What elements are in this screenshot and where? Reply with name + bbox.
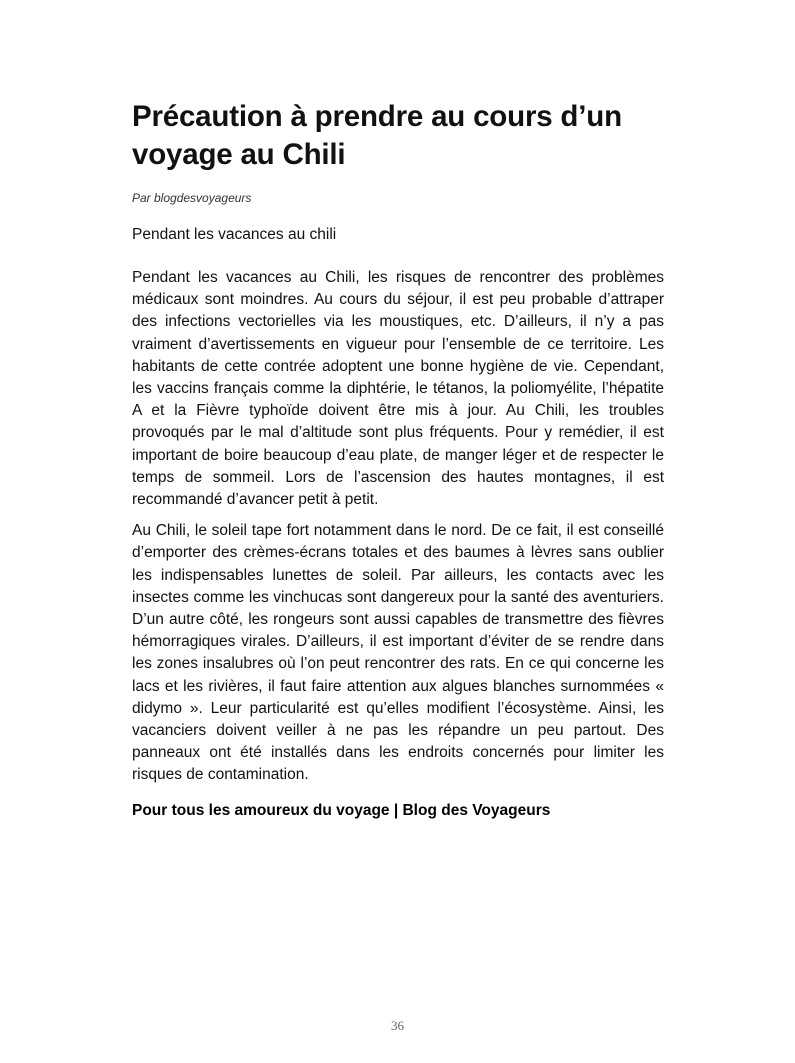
blog-link[interactable]: Pour tous les amoureux du voyage | Blog des Voyageurs	[132, 801, 551, 819]
article	[132, 98, 664, 821]
article-paragraph: Au Chili, le soleil tape fort notamment dans le nord. De ce fait, il est conseillé d’emporter des crèmes-écrans totales et des baumes à lèvres sans oublier les indispensables lunettes de soleil. Par ailleurs, les contacts avec les insectes comme les vinchucas sont dangereux pour la santé des aventuriers. D’un autre côté, les rongeurs sont aussi capables de transmettre des fièvres hémorragiques virales. D’ailleurs, il est important d’éviter de se rendre dans les zones insalubres où l’on peut rencontrer des rats. En ce qui concerne les lacs et les rivières, il faut faire attention aux algues blanches surnommées « didymo ». Leur particularité est qu’elles modifient l’écosystème. Ainsi, les vacanciers doivent veiller à ne pas les répandre un peu partout. Des panneaux ont été installés dans les endroits concernés pour limiter les risques de contamination.	[132, 522, 664, 784]
article-title: Précaution à prendre au cours d’un voyage au Chili	[132, 100, 622, 171]
article-byline: Par blogdesvoyageurs	[132, 191, 252, 205]
article-paragraph: Pendant les vacances au Chili, les risques de rencontrer des problèmes médicaux sont moindres. Au cours du séjour, il est peu probable d’attraper des infections vectorielles via les moustiques, etc. D’ailleurs, il n’y a pas vraiment d’avertissements en vigueur pour l’ensemble de ce territoire. Les habitants de cette contrée adoptent une bonne hygiène de vie. Cependant, les vaccins français comme la diphtérie, le tétanos, la poliomyélite, l’hépatite A et la Fièvre typhoïde doivent être mis à jour. Au Chili, les troubles provoqués par le mal d’altitude sont plus fréquents. Pour y remédier, il est important de boire beaucoup d’eau plate, de manger léger et de respecter le temps de sommeil. Lors de l’ascension des hautes montagnes, il est recommandé d’avancer petit à petit.	[132, 269, 664, 509]
page-number: 36	[391, 1018, 404, 1033]
article-subheading: Pendant les vacances au chili	[132, 226, 337, 243]
